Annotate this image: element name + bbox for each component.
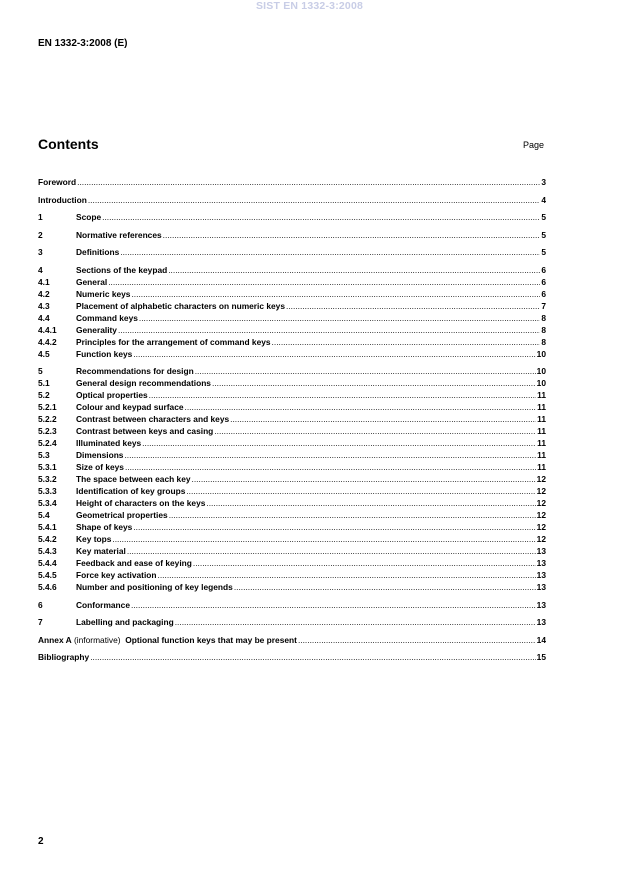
toc-entry-page: 11	[537, 390, 546, 400]
toc-entry-title: Identification of key groups	[76, 486, 186, 496]
toc-entry-title: Introduction	[38, 194, 87, 205]
dot-leader	[193, 557, 536, 569]
toc-entry-title: Key tops	[76, 534, 112, 544]
toc-entry[interactable]	[38, 312, 546, 324]
toc-entry-number: 5	[38, 366, 43, 376]
watermark: SIST EN 1332-3:2008	[255, 0, 364, 12]
toc-entry[interactable]	[38, 634, 546, 646]
toc-entry-number: 4.4	[38, 312, 50, 323]
toc-entry-number: 3	[38, 247, 43, 257]
toc-entry-page: 6	[541, 288, 546, 299]
toc-entry-number: 4.2	[38, 288, 50, 299]
annex-label: Annex A	[38, 634, 72, 645]
toc-entry-number: 4.3	[38, 300, 50, 311]
toc-entry-title: Command keys	[76, 312, 138, 323]
toc-entry[interactable]	[38, 176, 546, 188]
toc-entry-page: 5	[541, 212, 546, 222]
dot-leader	[214, 425, 536, 437]
toc-entry-title: Generality	[76, 324, 117, 335]
toc-entry-number: 5.1	[38, 378, 50, 388]
toc-entry-page: 12	[536, 474, 546, 484]
toc-entry-title: Principles for the arrangement of command keys	[76, 336, 271, 347]
toc-entry-page: 11	[537, 438, 546, 448]
toc-entry[interactable]	[38, 473, 546, 485]
dot-leader	[125, 461, 536, 473]
toc-entry[interactable]	[38, 246, 546, 258]
toc-entry-page: 13	[536, 558, 546, 568]
toc-entry-title: General design recommendations	[76, 378, 211, 388]
page-column-label: Page	[523, 140, 545, 150]
toc-entry-page: 8	[541, 324, 546, 335]
toc-entry[interactable]	[38, 651, 546, 663]
contents-title: Contents	[38, 136, 99, 152]
dot-leader	[112, 533, 535, 545]
toc-entry[interactable]	[38, 521, 546, 533]
toc-entry-number: 5.4.1	[38, 522, 57, 532]
dot-leader	[124, 449, 536, 461]
dot-leader	[298, 634, 536, 646]
dot-leader	[286, 300, 540, 312]
toc-entry-page: 6	[541, 276, 546, 287]
toc-entry[interactable]	[38, 616, 546, 628]
table-of-contents	[38, 176, 546, 663]
toc-entry-title: Force key activation	[76, 570, 157, 580]
toc-entry-page: 12	[536, 486, 546, 496]
toc-entry[interactable]	[38, 485, 546, 497]
toc-entry-number: 5.4	[38, 510, 50, 520]
toc-entry-number: 5.2	[38, 390, 50, 400]
toc-entry-title: Function keys	[76, 348, 133, 359]
toc-entry-title: Height of characters on the keys	[76, 498, 206, 508]
dot-leader	[272, 336, 541, 348]
toc-entry-title: Normative references	[76, 229, 162, 240]
toc-entry[interactable]	[38, 194, 546, 206]
toc-entry-number: 4.4.1	[38, 324, 57, 335]
toc-entry-title: Scope	[76, 212, 102, 222]
toc-entry-number: 5.2.4	[38, 438, 57, 448]
toc-entry[interactable]	[38, 599, 546, 611]
dot-leader	[102, 211, 540, 223]
toc-entry[interactable]	[38, 497, 546, 509]
toc-entry-title: Definitions	[76, 247, 120, 257]
toc-entry[interactable]	[38, 401, 546, 413]
toc-entry[interactable]	[38, 211, 546, 223]
toc-entry-title: Bibliography	[38, 652, 90, 662]
toc-entry-number: 5.2.3	[38, 426, 57, 436]
toc-entry-page: 12	[536, 534, 546, 544]
toc-entry-title: The space between each key	[76, 474, 191, 484]
toc-entry[interactable]	[38, 288, 546, 300]
dot-leader	[118, 324, 540, 336]
dot-leader	[206, 497, 535, 509]
toc-entry[interactable]	[38, 533, 546, 545]
dot-leader	[163, 229, 541, 241]
toc-entry-number: 5.4.6	[38, 582, 57, 592]
toc-entry-title: Optical properties	[76, 390, 148, 400]
toc-entry-title: Dimensions	[76, 450, 124, 460]
toc-entry[interactable]	[38, 461, 546, 473]
dot-leader	[195, 365, 536, 377]
toc-entry-page: 13	[536, 582, 546, 592]
toc-entry-title: Number and positioning of key legends	[76, 582, 233, 592]
toc-entry-number: 7	[38, 617, 43, 627]
annex-note: (informative)	[71, 634, 126, 645]
toc-entry-title: Foreword	[38, 177, 77, 187]
toc-entry[interactable]	[38, 264, 546, 276]
toc-entry-page: 5	[541, 229, 546, 240]
toc-entry-page: 13	[536, 599, 546, 610]
toc-entry-number: 2	[38, 229, 43, 240]
dot-leader	[169, 509, 536, 521]
dot-leader	[139, 312, 540, 324]
toc-entry-number: 4.5	[38, 348, 50, 359]
toc-entry-title: Feedback and ease of keying	[76, 558, 192, 568]
toc-entry-title: Sections of the keypad	[76, 264, 168, 275]
toc-entry-number: 6	[38, 599, 43, 610]
dot-leader	[192, 473, 536, 485]
annex-title: Optional function keys that may be present	[125, 634, 297, 645]
toc-entry-title: Labelling and packaging	[76, 617, 174, 627]
toc-entry[interactable]	[38, 365, 546, 377]
toc-entry-page: 10	[536, 378, 546, 388]
toc-entry-title: Placement of alphabetic characters on numeric keys	[76, 300, 285, 311]
toc-entry[interactable]	[38, 581, 546, 593]
toc-entry[interactable]	[38, 569, 546, 581]
toc-entry-title: Shape of keys	[76, 522, 133, 532]
toc-entry-number: 5.3.3	[38, 486, 57, 496]
toc-entry-page: 4	[541, 194, 546, 205]
toc-entry[interactable]	[38, 389, 546, 401]
toc-entry-page: 12	[536, 522, 546, 532]
dot-leader	[131, 288, 540, 300]
toc-entry-page: 13	[536, 546, 546, 556]
toc-entry[interactable]	[38, 229, 546, 241]
toc-entry-title: Numeric keys	[76, 288, 131, 299]
toc-entry[interactable]	[38, 276, 546, 288]
toc-entry-title: Recommendations for design	[76, 366, 194, 376]
toc-entry-number: 4	[38, 264, 43, 275]
toc-entry-page: 8	[541, 312, 546, 323]
toc-entry-page: 11	[537, 426, 546, 436]
toc-entry-number: 5.3.1	[38, 462, 57, 472]
toc-entry[interactable]	[38, 377, 546, 389]
toc-entry-number: 5.3.4	[38, 498, 57, 508]
dot-leader	[149, 389, 536, 401]
toc-entry-page: 13	[536, 617, 546, 627]
toc-entry-page: 5	[541, 247, 546, 257]
toc-entry[interactable]	[38, 425, 546, 437]
toc-entry-page: 12	[536, 498, 546, 508]
toc-entry-number: 4.4.2	[38, 336, 57, 347]
toc-entry-number: 5.4.5	[38, 570, 57, 580]
toc-entry-page: 7	[541, 300, 546, 311]
toc-entry[interactable]	[38, 449, 546, 461]
toc-entry-title: Contrast between keys and casing	[76, 426, 214, 436]
toc-entry-number: 5.4.3	[38, 546, 57, 556]
toc-entry-page: 11	[537, 414, 546, 424]
toc-entry-number: 5.2.2	[38, 414, 57, 424]
toc-entry[interactable]	[38, 437, 546, 449]
toc-entry-title: Size of keys	[76, 462, 124, 472]
dot-leader	[234, 581, 536, 593]
toc-entry-title: Colour and keypad surface	[76, 402, 184, 412]
dot-leader	[77, 176, 540, 188]
dot-leader	[186, 485, 535, 497]
dot-leader	[120, 246, 540, 258]
toc-entry-title: Contrast between characters and keys	[76, 414, 230, 424]
document-id: EN 1332-3:2008 (E)	[38, 38, 128, 49]
dot-leader	[133, 348, 535, 360]
toc-entry[interactable]	[38, 413, 546, 425]
dot-leader	[127, 545, 536, 557]
dot-leader	[168, 264, 540, 276]
toc-entry-title: Geometrical properties	[76, 510, 168, 520]
dot-leader	[212, 377, 536, 389]
toc-entry-number: 5.2.1	[38, 402, 57, 412]
dot-leader	[158, 569, 536, 581]
toc-entry-page: 11	[537, 450, 546, 460]
dot-leader	[185, 401, 537, 413]
toc-entry[interactable]	[38, 324, 546, 336]
toc-entry-page: 10	[536, 366, 546, 376]
toc-entry-page: 6	[541, 264, 546, 275]
toc-entry-number: 5.3	[38, 450, 50, 460]
toc-entry-number: 1	[38, 212, 43, 222]
toc-entry-page: 3	[541, 177, 546, 187]
toc-entry-number: 5.4.2	[38, 534, 57, 544]
toc-entry-page: 15	[536, 652, 546, 662]
toc-entry-title: Illuminated keys	[76, 438, 142, 448]
page-number: 2	[38, 836, 44, 847]
toc-entry[interactable]	[38, 545, 546, 557]
dot-leader	[88, 194, 540, 206]
toc-entry-title: Key material	[76, 546, 126, 556]
toc-entry-number: 5.3.2	[38, 474, 57, 484]
dot-leader	[142, 437, 536, 449]
toc-entry[interactable]	[38, 509, 546, 521]
dot-leader	[175, 616, 536, 628]
dot-leader	[133, 521, 535, 533]
toc-entry-page: 14	[536, 634, 546, 645]
toc-entry-page: 12	[536, 510, 546, 520]
toc-entry-page: 8	[541, 336, 546, 347]
toc-entry-number: 5.4.4	[38, 558, 57, 568]
toc-entry[interactable]	[38, 348, 546, 360]
toc-entry-title: Conformance	[76, 599, 130, 610]
toc-entry-page: 10	[536, 348, 546, 359]
toc-entry-title: General	[76, 276, 108, 287]
dot-leader	[230, 413, 536, 425]
toc-entry-number: 4.1	[38, 276, 50, 287]
toc-entry-title	[38, 634, 297, 646]
dot-leader	[108, 276, 540, 288]
dot-leader	[131, 599, 536, 611]
toc-entry[interactable]	[38, 336, 546, 348]
toc-entry[interactable]	[38, 300, 546, 312]
toc-entry[interactable]	[38, 557, 546, 569]
toc-entry-page: 13	[536, 570, 546, 580]
toc-entry-page: 11	[537, 462, 546, 472]
toc-entry-page: 11	[537, 402, 546, 412]
dot-leader	[90, 651, 535, 663]
